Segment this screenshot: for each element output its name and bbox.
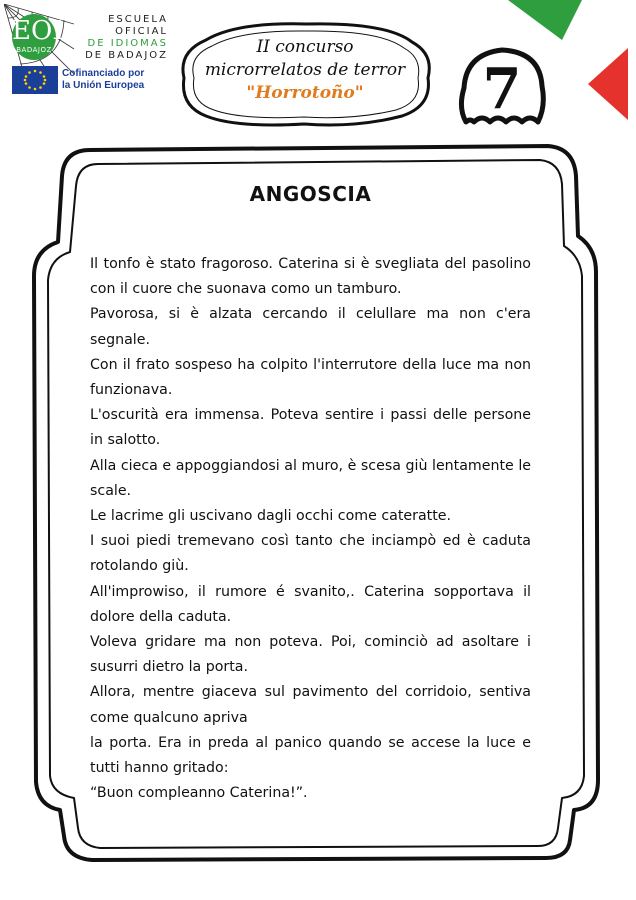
story-paragraph: Il tonfo è stato fragoroso. Caterina si è svegliata del pasolino con il cuore che suonava como un tamburo.: [90, 256, 531, 298]
story-paragraph: Voleva gridare ma non poteva. Poi, cominciò ad asoltare i susurri dietro la porta.: [90, 634, 531, 676]
school-name-line: OFICIAL: [115, 26, 168, 37]
story-paragraph: I suoi piedi tremevano così tanto che inciampò ed è caduta rotolando giù.: [90, 533, 531, 575]
contest-title-line: II concurso: [256, 37, 354, 57]
school-name-line: DE BADAJOZ: [85, 50, 168, 61]
ghost-number: 7: [482, 56, 522, 122]
story-paragraph: L'oscurità era immensa. Poteva sentire i passi delle persone in salotto.: [90, 407, 531, 449]
story-paragraph: Allora, mentre giaceva sul pavimento del corridoio, sentiva come qualcuno apriva: [90, 684, 531, 726]
eoi-mark-city: BADAJOZ: [16, 46, 52, 54]
story-body: [90, 252, 531, 806]
story-paragraph: la porta. Era in preda al panico quando se accese la luce e tutti hanno gritado:: [90, 734, 531, 777]
eu-text-line: la Unión Europea: [62, 80, 145, 91]
contest-title-line: microrrelatos de terror: [204, 60, 406, 80]
school-name-line: ESCUELA: [108, 14, 168, 25]
story-paragraph: Le lacrime gli uscivano dagli occhi come cateratte.: [90, 508, 451, 525]
story-paragraph: Pavorosa, si è alzata cercando il celullare ma non c'era segnale.: [90, 306, 531, 348]
contest-name: "Horrotoño": [246, 83, 364, 103]
eu-text-line: Cofinanciado por: [62, 68, 145, 79]
story-paragraph: Alla cieca e appoggiandosi al muro, è scesa giù lentamente le scale.: [90, 457, 531, 499]
story-content: [90, 182, 531, 806]
story-paragraph: “Buon compleanno Caterina!”.: [90, 785, 308, 802]
story-paragraph: All'improwiso, il rumore é svanito,. Caterina sopportava il dolore della caduta.: [90, 583, 531, 625]
story-title: ANGOSCIA: [249, 182, 372, 206]
story-paragraph: Con il frato sospeso ha colpito l'interrutore della luce ma non funzionava.: [90, 356, 531, 399]
eoi-mark-letters: EOI: [12, 16, 63, 46]
school-name-line: DE IDIOMAS: [87, 38, 168, 49]
